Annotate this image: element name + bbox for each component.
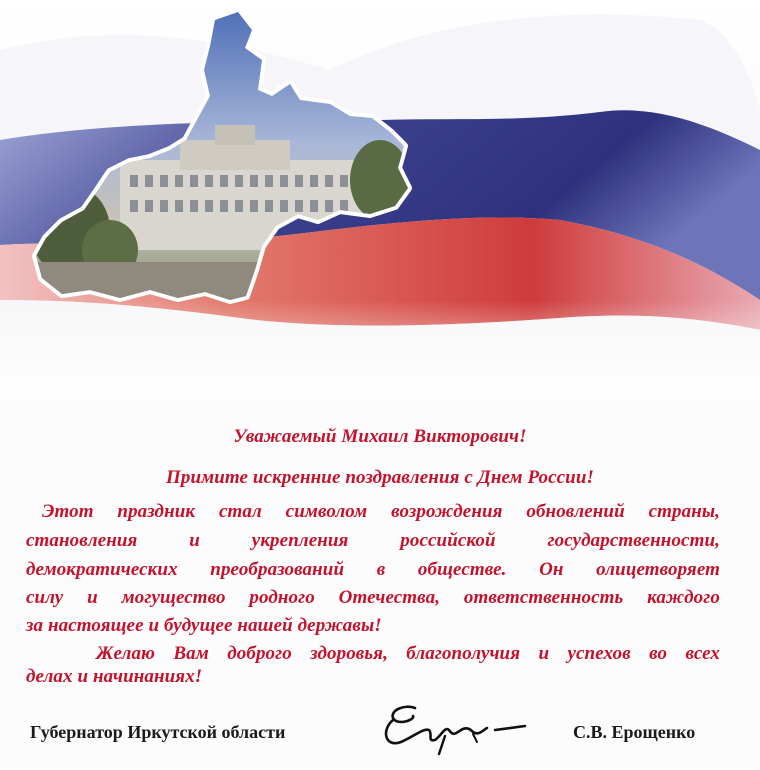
handwritten-signature (375, 696, 545, 756)
body-line: за настоящее и будущее нашей державы! (26, 615, 382, 636)
body-line: Желаю Вам доброго здоровья, благополучия и успехов во всех (96, 643, 720, 664)
signature-row (0, 710, 760, 770)
body-line: демократических преобразований в обществе. Он олицетворяет (26, 559, 720, 580)
body-line: силу и могущество родного Отечества, ответственность каждого (26, 587, 720, 608)
signatory-title: Губернатор Иркутской области (30, 722, 286, 742)
signatory-name: С.В. Ерощенко (573, 722, 696, 742)
body-line: Этот праздник стал символом возрождения обновлений страны, (42, 501, 720, 522)
letter-body (0, 400, 760, 769)
body-line: становления и укрепления российской государственности, (26, 530, 720, 551)
body-line: делах и начинаниях! (26, 666, 203, 687)
greeting-line: Уважаемый Михаил Викторович! (233, 426, 527, 447)
congrats-line: Примите искренние поздравления с Днем России! (165, 467, 595, 488)
